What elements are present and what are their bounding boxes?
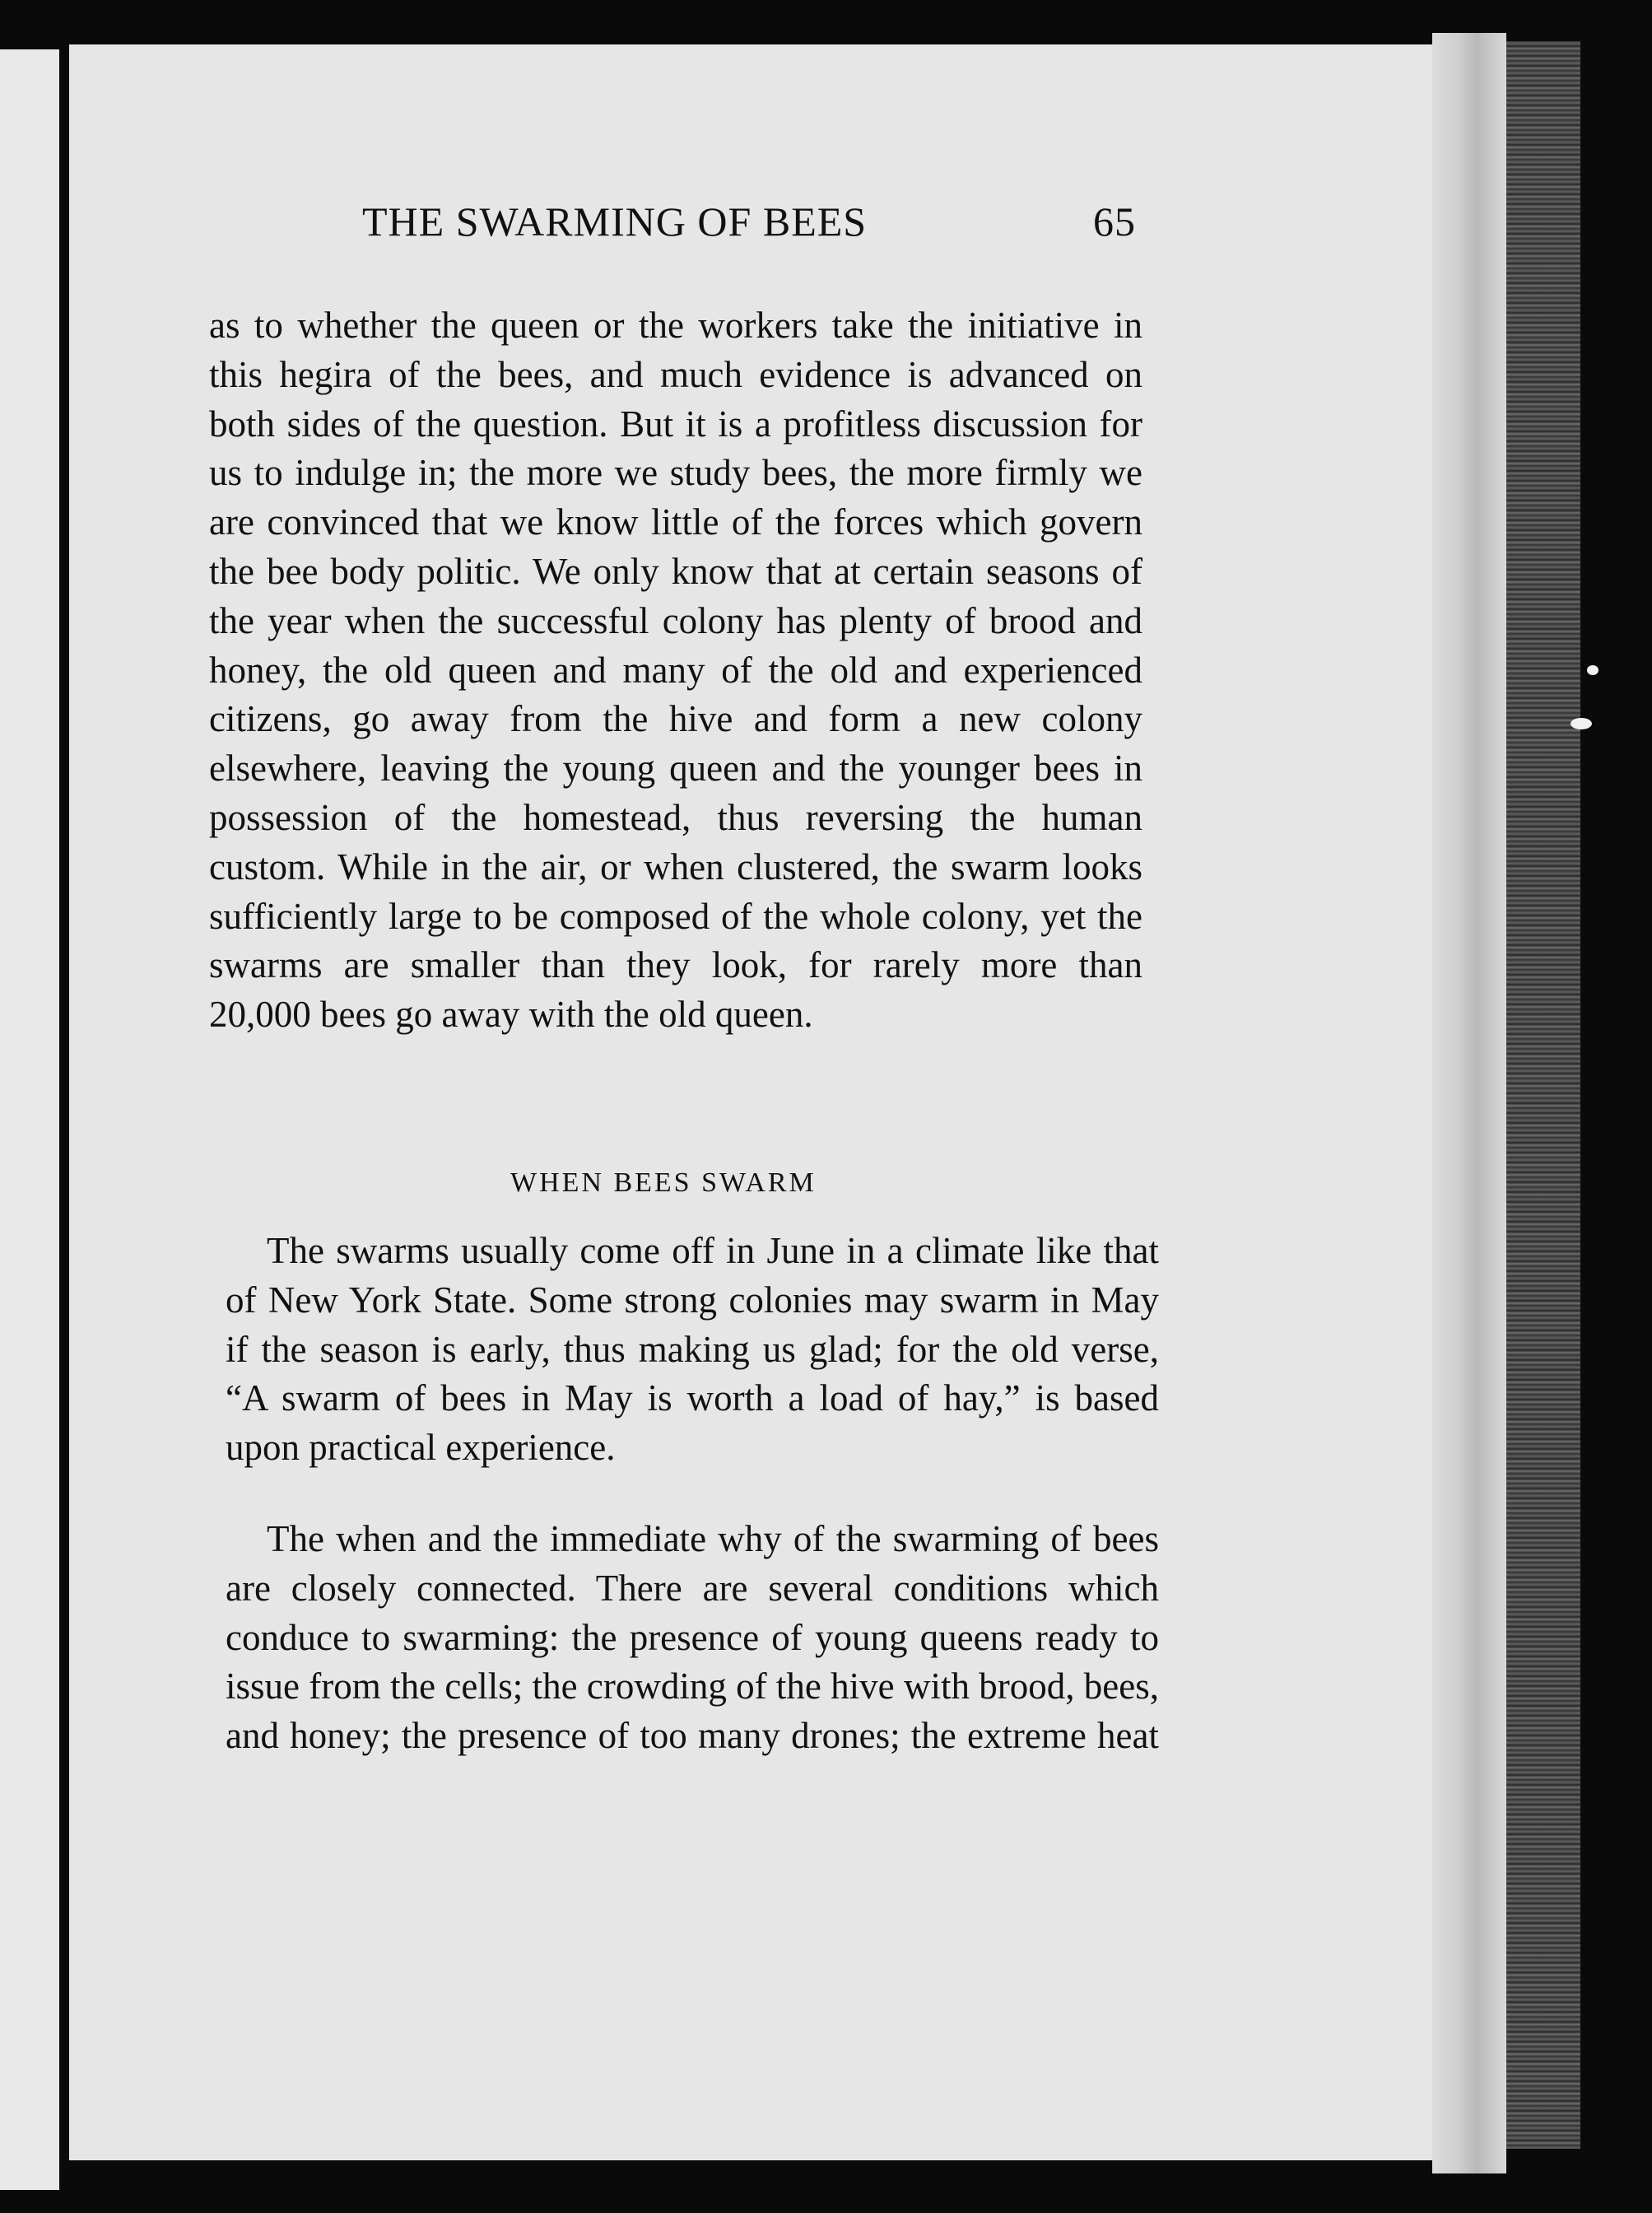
body-paragraph: as to whether the queen or the workers take the initiative in this hegira of the bees, and much evidence is advanced on both sides of the question. But it is a profitless discussion for us to indulge in; the more we study bees, the more firmly we are convinced that we know little of the forces which govern the bee body politic. We only know that at certain seasons of the year when the successful colony has plenty of brood and honey, the old queen and many of the old and experienced citizens, go away from the hive and form a new colony elsewhere, leaving the young queen and the younger bees in possession of the homestead, thus reversing the human custom. While in the air, or when clustered, the swarm looks sufficiently large to be composed of the whole colony, yet the swarms are smaller than they look, for rarely more than 20,000 bees go away with the old queen.: [209, 305, 1142, 1036]
book-fore-edge: [1506, 41, 1580, 2149]
section-heading: WHEN BEES SWARM: [510, 1167, 817, 1198]
page-number: 65: [1093, 198, 1136, 245]
scan-speck: [1587, 665, 1598, 675]
running-title: THE SWARMING OF BEES: [362, 198, 868, 245]
left-page-edge: [0, 49, 59, 2190]
body-paragraph: The swarms usually come off in June in a climate like that of New York State. Some strong colonies may swarm in May if the season is early, thus making us glad; for the old verse, “A swarm of bees in May is worth a load of hay,” is based upon practical experience.: [226, 1230, 1159, 1469]
page-gutter-shadow: [1432, 33, 1506, 2173]
scan-speck: [1571, 718, 1592, 729]
body-paragraph: The when and the immediate why of the swarming of bees are closely connected. There are several conditions which conduce to swarming: the presence of young queens ready to issue from the cells; the crowding of the hive with brood, bees, and honey; the presence of too many drones; the extreme heat: [226, 1518, 1159, 1757]
running-head: [362, 198, 1136, 263]
